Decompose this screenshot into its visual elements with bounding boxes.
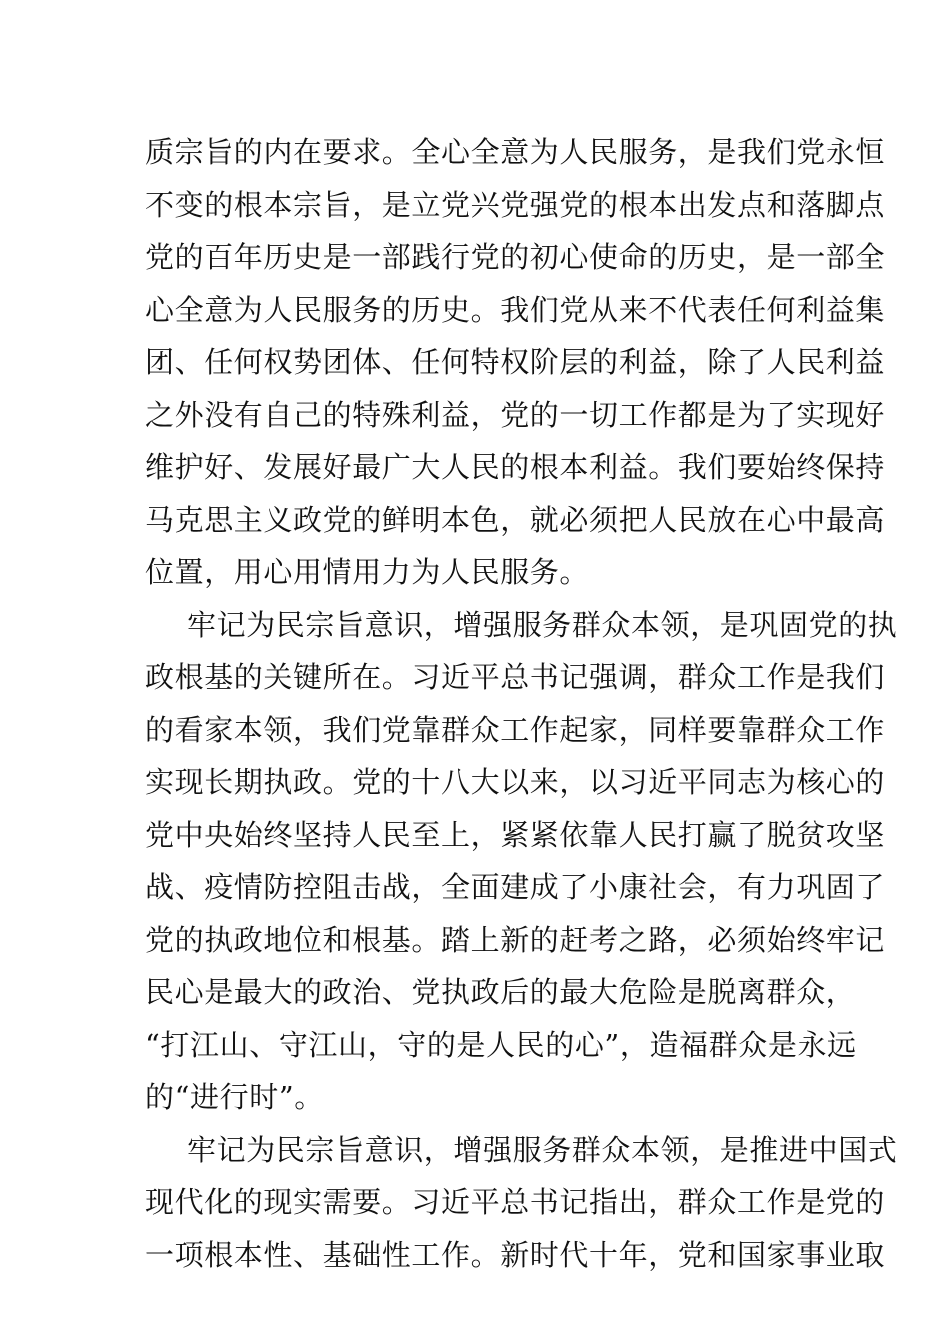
text-line: 之外没有自己的特殊利益，党的一切工作都是为了实现好	[145, 397, 886, 432]
text-line: 党中央始终坚持人民至上，紧紧依靠人民打赢了脱贫攻坚	[145, 817, 886, 852]
text-line: 实现长期执政。党的十八大以来，以习近平同志为核心的	[145, 765, 886, 799]
text-line: 不变的根本宗旨，是立党兴党强党的根本出发点和落脚点	[145, 187, 886, 222]
text-line: 战、疫情防控阻击战，全面建成了小康社会，有力巩固了	[145, 870, 886, 904]
text-line: 团、任何权势团体、任何特权阶层的利益，除了人民利益	[145, 345, 886, 379]
text-line: 民心是最大的政治、党执政后的最大危险是脱离群众，	[145, 975, 856, 1009]
text-line: 的看家本领，我们党靠群众工作起家，同样要靠群众工作	[145, 712, 886, 747]
body-text	[145, 126, 898, 1281]
text-line: 的“进行时”。	[145, 1080, 324, 1114]
text-line: 党的执政地位和根基。踏上新的赶考之路，必须始终牢记	[145, 922, 886, 957]
text-line: 质宗旨的内在要求。全心全意为人民服务，是我们党永恒	[145, 135, 886, 169]
text-line: 心全意为人民服务的历史。我们党从来不代表任何利益集	[145, 292, 886, 327]
text-line: 维护好、发展好最广大人民的根本利益。我们要始终保持	[145, 450, 886, 484]
text-line: 党的百年历史是一部践行党的初心使命的历史，是一部全	[145, 240, 886, 274]
paragraph-start-line: 牢记为民宗旨意识，增强服务群众本领，是巩固党的执	[187, 607, 898, 642]
text-line: 马克思主义政党的鲜明本色，就必须把人民放在心中最高	[145, 502, 886, 537]
text-line: “打江山、守江山，守的是人民的心”，造福群众是永远	[145, 1027, 857, 1062]
text-line: 一项根本性、基础性工作。新时代十年，党和国家事业取	[145, 1237, 886, 1272]
text-line: 政根基的关键所在。习近平总书记强调，群众工作是我们	[145, 660, 886, 694]
text-line: 位置，用心用情用力为人民服务。	[145, 555, 590, 589]
paragraph-start-line: 牢记为民宗旨意识，增强服务群众本领，是推进中国式	[187, 1132, 898, 1167]
text-line: 现代化的现实需要。习近平总书记指出，群众工作是党的	[145, 1185, 886, 1219]
